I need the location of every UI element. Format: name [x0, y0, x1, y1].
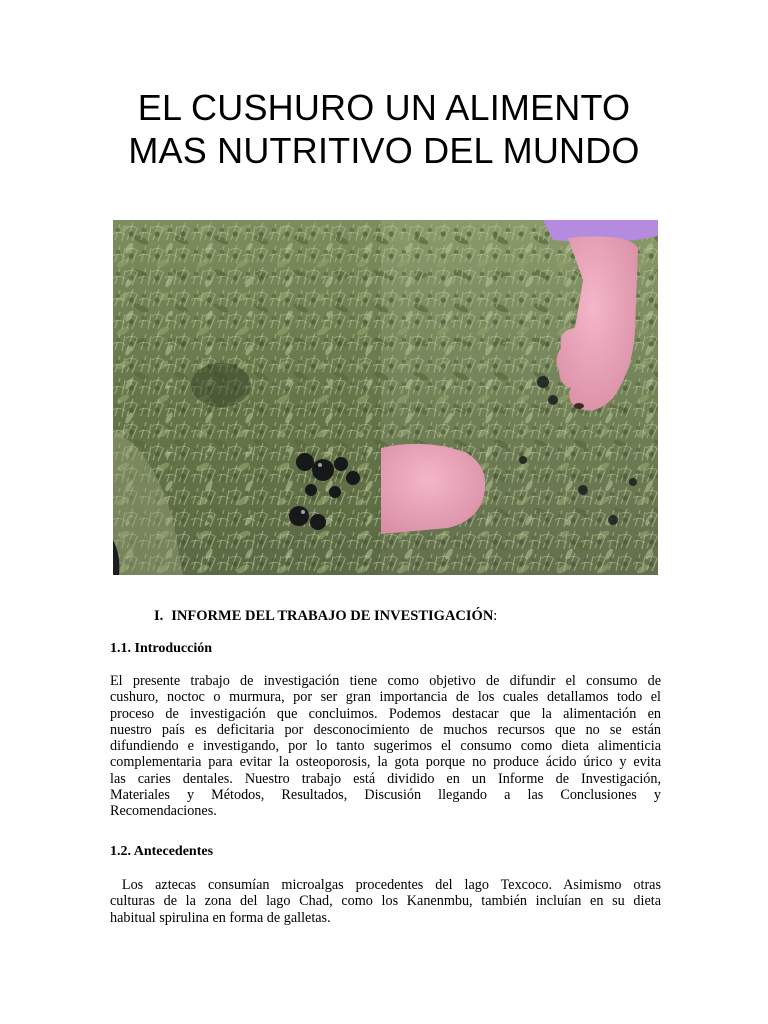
- section-heading: [154, 608, 497, 625]
- cushuro-field-photo: [113, 220, 658, 575]
- title-line-1: EL CUSHURO UN ALIMENTO: [137, 87, 631, 128]
- paragraph-line: habitual spirulina en forma de galletas.: [110, 909, 331, 926]
- paragraph-line: cushuro, noctoc o murmura, por ser gran importancia de los cuales detallamos todo el: [110, 689, 661, 706]
- title-line-2: MAS NUTRITIVO DEL MUNDO: [128, 130, 640, 171]
- paragraph-line: proceso de investigación que concluimos. Podemos destacar que la alimentación en: [110, 705, 661, 722]
- paragraph-line: culturas de la zona del lago Chad, como los Kanenmbu, también incluían en su dieta: [110, 893, 661, 910]
- paragraph-antecedentes: [110, 877, 661, 926]
- paragraph-line: difundiendo e investigando, por lo tanto sugerimos el consumo como dieta alimenticia: [110, 738, 661, 755]
- paragraph-line: Los aztecas consumían microalgas procedentes del lago Texcoco. Asimismo otras: [110, 877, 661, 893]
- paragraph-line: las caries dentales. Nuestro trabajo está dividido en un Informe de Investigación,: [110, 770, 661, 787]
- section-colon: :: [493, 608, 498, 624]
- section-number: I.: [154, 608, 164, 624]
- section-title: INFORME DEL TRABAJO DE INVESTIGACIÓN: [171, 608, 494, 624]
- paragraph-line: nuestro país es deficitaria por desconocimiento de muchos recursos que no se están: [110, 721, 661, 738]
- subsection-heading-introduccion: 1.1. Introducción: [110, 641, 213, 656]
- paragraph-line: Materiales y Métodos, Resultados, Discusión llegando a las Conclusiones y: [110, 787, 661, 804]
- paragraph-line: complementaria para evitar la osteoporosis, la gota porque no produce ácido úrico y evita: [110, 754, 661, 771]
- document-title: [60, 86, 708, 172]
- paragraph-introduccion: [110, 673, 661, 820]
- paragraph-line: El presente trabajo de investigación tiene como objetivo de difundir el consumo de: [110, 673, 661, 689]
- paragraph-line: Recomendaciones.: [110, 803, 217, 820]
- subsection-heading-antecedentes: 1.2. Antecedentes: [110, 844, 214, 859]
